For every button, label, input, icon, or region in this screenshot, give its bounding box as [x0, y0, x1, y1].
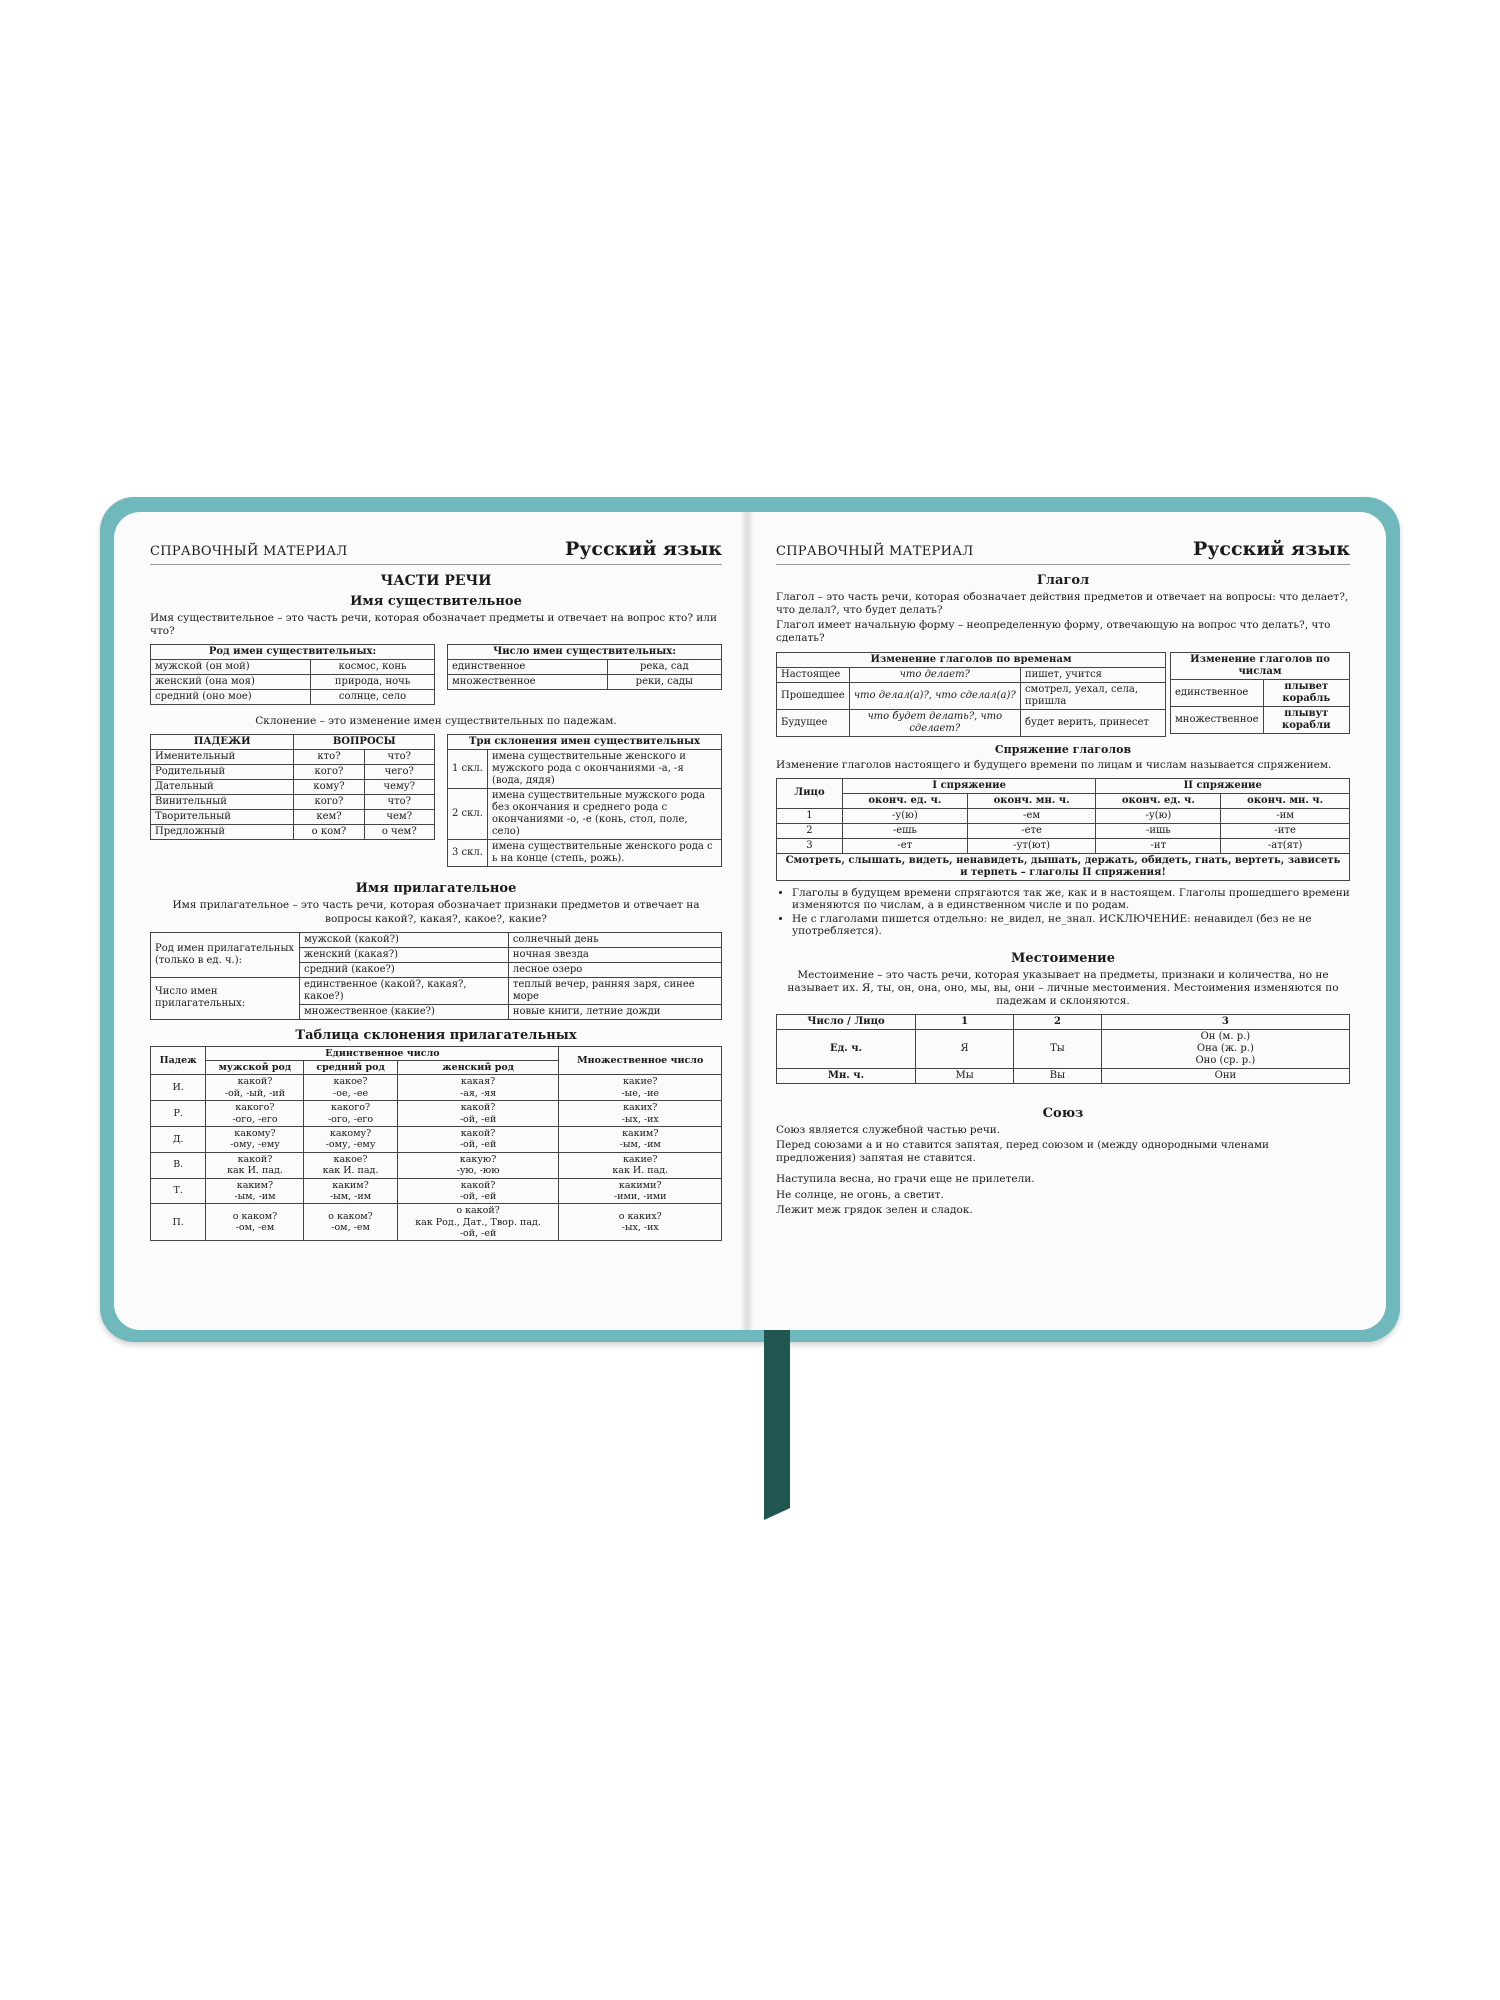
conjugation-heading: Спряжение глаголов — [994, 742, 1132, 756]
table-row — [151, 1178, 722, 1204]
table-header: I спряжение — [842, 778, 1096, 793]
conjunction-example: Наступила весна, но грачи еще не прилетели. — [776, 1173, 1035, 1186]
header-subject: Русский язык — [564, 538, 722, 560]
table-cell: какую? -ую, -юю — [397, 1152, 559, 1178]
table-cell: Настоящее — [777, 667, 850, 682]
table-cell: что? — [364, 750, 435, 765]
verb-heading: Глагол — [1036, 573, 1090, 588]
table-cell: 3 скл. — [448, 840, 488, 867]
adjective-gender-number-table — [150, 932, 722, 1020]
table-cell: чего? — [364, 765, 435, 780]
table-cell: каким? -ым, -им — [206, 1178, 304, 1204]
declensions-table — [447, 734, 722, 867]
table-header: Лицо — [777, 778, 843, 808]
table-cell: о каком? -ом, -ем — [206, 1204, 304, 1241]
table-cell: лесное озеро — [508, 962, 721, 977]
table-cell: множественное — [1171, 706, 1264, 733]
table-header: ПАДЕЖИ — [151, 735, 294, 750]
table-cell: множественное — [448, 675, 608, 690]
table-cell: мужской (он мой) — [151, 660, 311, 675]
pronoun-table: Число / Лицо 1 2 3 Ед. ч. Я Ты Он (м. р.) Она (ж. р.) Оно (ср. р.) Мн. ч. Мы Вы Они — [776, 1014, 1350, 1084]
table-header: оконч. мн. ч. — [967, 793, 1096, 808]
conjugation-table — [776, 778, 1350, 881]
table-cell: средний (какое?) — [300, 962, 509, 977]
table-header: Род имен существительных: — [151, 645, 435, 660]
table-cell: кого? — [294, 795, 364, 810]
table-header: Три склонения имен существительных — [448, 735, 722, 750]
adjective-definition: Имя прилагательное – это часть речи, которая обозначает признаки предметов и отвечает на вопросы какой?, какая?, какое?, какие? — [172, 899, 700, 925]
pronoun-definition: Местоимение – это часть речи, которая указывает на предметы, признаки и количества, но не называет их. Я, ты, он, она, оно, мы, вы, они – личные местоимения. Местоимения изменяются по падежам и склоняются. — [787, 968, 1339, 1007]
table-cell: какому? -ому, -ему — [304, 1126, 397, 1152]
table-cell: смотрел, уехал, села, пришла — [1020, 682, 1165, 709]
table-cell: Ты — [1014, 1030, 1102, 1069]
table-cell: -ит — [1096, 838, 1221, 853]
table-cell: единственное — [1171, 679, 1264, 706]
table-cell: -у(ю) — [842, 808, 967, 823]
table-cell: о каком? -ом, -ем — [304, 1204, 397, 1241]
table-row — [777, 838, 1350, 853]
table-cell: И. — [151, 1075, 206, 1101]
conjunction-heading: Союз — [1042, 1106, 1084, 1121]
table-cell: что делал(а)?, что сделал(а)? — [849, 682, 1020, 709]
table-cell: Ед. ч. — [777, 1030, 916, 1069]
table-row — [777, 1069, 1350, 1084]
table-cell: -у(ю) — [1096, 808, 1221, 823]
table-cell: какие? как И. пад. — [559, 1152, 722, 1178]
table-cell: Число имен прилагательных: — [151, 977, 300, 1019]
table-cell: какие? -ые, -ие — [559, 1075, 722, 1101]
table-cell: солнечный день — [508, 932, 721, 947]
table-cell: теплый вечер, ранняя заря, синее море — [508, 977, 721, 1004]
table-cell: о каких? -ых, -их — [559, 1204, 722, 1241]
verb-tense-table — [776, 652, 1166, 737]
table-cell: Он (м. р.) Она (ж. р.) Оно (ср. р.) — [1101, 1030, 1349, 1069]
table-cell: -ишь — [1096, 823, 1221, 838]
table-cell: какой? как И. пад. — [206, 1152, 304, 1178]
header-subject: Русский язык — [1192, 538, 1350, 560]
table-cell: какой? -ой, -ей — [397, 1101, 559, 1127]
table-header: средний род — [304, 1061, 397, 1075]
table-cell: природа, ночь — [311, 675, 435, 690]
table-cell: 3 — [777, 838, 843, 853]
table-cell: Р. — [151, 1101, 206, 1127]
table-header: Множественное число — [559, 1046, 722, 1075]
table-cell: новые книги, летние дожди — [508, 1004, 721, 1019]
conjunction-definition: Союз является служебной частью речи. — [776, 1124, 1001, 1136]
table-cell: -ите — [1221, 823, 1350, 838]
table-cell: Они — [1101, 1069, 1349, 1084]
table-cell: что делает? — [849, 667, 1020, 682]
table-cell: кого? — [294, 765, 364, 780]
table-cell: что? — [364, 795, 435, 810]
table-cell: Смотреть, слышать, видеть, ненавидеть, дышать, держать, обидеть, гнать, вертеть, зависеть и терпеть – глаголы II спряжения! — [777, 853, 1350, 880]
list-item: • Глаголы в будущем времени спрягаются так же, как и в настоящем. Глаголы прошедшего времени изменяются по числам, а в единственном числе и по родам. — [792, 887, 1350, 911]
conjunction-rule: Перед союзами а и но ставится запятая, перед союзом и (между однородными членами предложения) запятая не ставится. — [776, 1139, 1270, 1165]
table-header: женский род — [397, 1061, 559, 1075]
table-cell: какого? -ого, -его — [206, 1101, 304, 1127]
table-cell: 1 скл. — [448, 750, 488, 789]
verb-notes-list — [776, 887, 1350, 937]
table-cell: -ат(ят) — [1221, 838, 1350, 853]
table-header: оконч. ед. ч. — [842, 793, 967, 808]
table-cell: какое? как И. пад. — [304, 1152, 397, 1178]
table-row — [151, 1152, 722, 1178]
table-cell: кому? — [294, 780, 364, 795]
table-cell: чем? — [364, 810, 435, 825]
table-cell: о ком? — [294, 825, 364, 840]
table-cell: Дательный — [151, 780, 294, 795]
table-cell: Т. — [151, 1178, 206, 1204]
declension-note: Склонение – это изменение имен существительных по падежам. — [255, 715, 617, 728]
table-cell: -ем — [967, 808, 1096, 823]
table-header: Лицо — [854, 1016, 885, 1027]
table-cell: Именительный — [151, 750, 294, 765]
table-cell: женский (какая?) — [300, 947, 509, 962]
table-cell: какому? -ому, -ему — [206, 1126, 304, 1152]
adjective-declension-title: Таблица склонения прилагательных — [295, 1027, 577, 1043]
table-cell: множественное (какие?) — [300, 1004, 509, 1019]
table-cell: Мы — [916, 1069, 1014, 1084]
noun-number-table — [447, 644, 722, 690]
page-gutter — [740, 512, 754, 1330]
pronoun-heading: Местоимение — [1011, 950, 1115, 966]
table-cell: Родительный — [151, 765, 294, 780]
table-row — [777, 1030, 1350, 1069]
verb-initial-form: Глагол имеет начальную форму – неопределенную форму, отвечающую на вопрос что делать?, что сделать? — [776, 619, 1331, 645]
table-row — [151, 1126, 722, 1152]
table-cell: какими? -ими, -ими — [559, 1178, 722, 1204]
adjective-declension-table — [150, 1046, 722, 1242]
table-header: Единственное число — [206, 1046, 559, 1060]
table-cell: В. — [151, 1152, 206, 1178]
table-cell: единственное (какой?, какая?, какое?) — [300, 977, 509, 1004]
table-cell: какое? -ое, -ее — [304, 1075, 397, 1101]
table-cell: имена существительные женского и мужского рода с окончаниями -а, -я (вода, дядя) — [487, 750, 721, 789]
page-header — [150, 538, 722, 565]
table-cell: какая? -ая, -яя — [397, 1075, 559, 1101]
header-label: СПРАВОЧНЫЙ МАТЕРИАЛ — [776, 544, 974, 559]
table-header: Число — [807, 1016, 844, 1027]
table-header: 1 — [916, 1015, 1014, 1030]
adjective-heading: Имя прилагательное — [355, 881, 517, 897]
table-cell: Мн. ч. — [777, 1069, 916, 1084]
table-cell: -ете — [967, 823, 1096, 838]
table-cell: имена существительные женского рода с ь на конце (степь, рожь). — [487, 840, 721, 867]
table-cell: средний (оно мое) — [151, 690, 311, 705]
right-page — [746, 512, 1386, 1330]
table-cell: 2 скл. — [448, 789, 488, 840]
table-cell: что будет делать?, что сделает? — [849, 709, 1020, 736]
table-cell: -им — [1221, 808, 1350, 823]
noun-gender-table — [150, 644, 435, 705]
table-header: Изменение глаголов по временам — [777, 652, 1166, 667]
table-cell: плывут корабли — [1263, 706, 1349, 733]
table-cell: Винительный — [151, 795, 294, 810]
noun-definition: Имя существительное – это часть речи, которая обозначает предметы и отвечает на вопрос кто? или что? — [150, 612, 717, 638]
table-cell: Прошедшее — [777, 682, 850, 709]
ribbon-bookmark — [764, 1322, 790, 1520]
table-cell: какой? -ой, -ый, -ий — [206, 1075, 304, 1101]
page-header — [776, 538, 1350, 565]
table-header: 3 — [1101, 1015, 1349, 1030]
table-cell: будет верить, принесет — [1020, 709, 1165, 736]
table-cell: какой? -ой, -ей — [397, 1126, 559, 1152]
table-row — [777, 823, 1350, 838]
list-item: • Не с глаголами пишется отдельно: не_видел, не_знал. ИСКЛЮЧЕНИЕ: ненавидел (без не не употребляется). — [792, 913, 1350, 937]
table-row — [151, 1075, 722, 1101]
table-cell: реки, сады — [607, 675, 721, 690]
table-cell: солнце, село — [311, 690, 435, 705]
table-cell: Я — [916, 1030, 1014, 1069]
table-cell: каким? -ым, -им — [304, 1178, 397, 1204]
table-cell: пишет, учится — [1020, 667, 1165, 682]
table-cell: чему? — [364, 780, 435, 795]
conjugation-note: Изменение глаголов настоящего и будущего времени по лицам и числам называется спряжением. — [776, 758, 1332, 771]
table-cell: какого? -ого, -его — [304, 1101, 397, 1127]
verb-number-table — [1170, 652, 1350, 734]
table-cell: имена существительные мужского рода без окончания и среднего рода с окончаниями -о, -е (конь, стол, поле, село) — [487, 789, 721, 840]
table-cell: 1 — [777, 808, 843, 823]
table-header: II спряжение — [1096, 778, 1350, 793]
noun-heading: Имя существительное — [350, 594, 522, 609]
table-row — [151, 1101, 722, 1127]
table-header: ВОПРОСЫ — [294, 735, 435, 750]
table-cell: каким? -ым, -им — [559, 1126, 722, 1152]
table-header: Падеж — [151, 1046, 206, 1075]
conjunction-example: Лежит меж грядок зелен и сладок. — [776, 1203, 973, 1216]
table-cell: мужской (какой?) — [300, 932, 509, 947]
cases-table — [150, 734, 435, 840]
table-cell: плывет корабль — [1263, 679, 1349, 706]
table-cell: Д. — [151, 1126, 206, 1152]
table-cell: космос, конь — [311, 660, 435, 675]
table-cell: Род имен прилагательных (только в ед. ч.): — [151, 932, 300, 977]
table-cell: река, сад — [607, 660, 721, 675]
table-cell: о какой? как Род., Дат., Твор. пад. -ой, -ей — [397, 1204, 559, 1241]
table-cell: Будущее — [777, 709, 850, 736]
table-header: Число имен существительных: — [448, 645, 722, 660]
conjunction-example: Не солнце, не огонь, а светит. — [776, 1188, 944, 1201]
table-cell: какой? -ой, -ей — [397, 1178, 559, 1204]
table-cell: каких? -ых, -их — [559, 1101, 722, 1127]
table-cell: Предложный — [151, 825, 294, 840]
table-cell: кем? — [294, 810, 364, 825]
table-cell: П. — [151, 1204, 206, 1241]
table-cell: единственное — [448, 660, 608, 675]
table-cell: -ут(ют) — [967, 838, 1096, 853]
table-cell: ночная звезда — [508, 947, 721, 962]
table-cell: -ешь — [842, 823, 967, 838]
table-header: 2 — [1014, 1015, 1102, 1030]
table-row — [777, 808, 1350, 823]
verb-definition: Глагол – это часть речи, которая обозначает действия предметов и отвечает на вопросы: что делает?, что делал?, что будет делать? — [776, 591, 1349, 617]
parts-of-speech-title: ЧАСТИ РЕЧИ — [380, 573, 492, 589]
table-cell: женский (она моя) — [151, 675, 311, 690]
header-label: СПРАВОЧНЫЙ МАТЕРИАЛ — [150, 544, 348, 559]
table-cell: о чем? — [364, 825, 435, 840]
table-header: мужской род — [206, 1061, 304, 1075]
table-cell: Творительный — [151, 810, 294, 825]
table-cell: кто? — [294, 750, 364, 765]
table-header: оконч. мн. ч. — [1221, 793, 1350, 808]
table-cell: -ет — [842, 838, 967, 853]
table-cell: Вы — [1014, 1069, 1102, 1084]
table-row — [151, 1204, 722, 1241]
left-page — [114, 512, 746, 1330]
table-header: оконч. ед. ч. — [1096, 793, 1221, 808]
table-header: Изменение глаголов по числам — [1171, 652, 1350, 679]
table-cell: 2 — [777, 823, 843, 838]
